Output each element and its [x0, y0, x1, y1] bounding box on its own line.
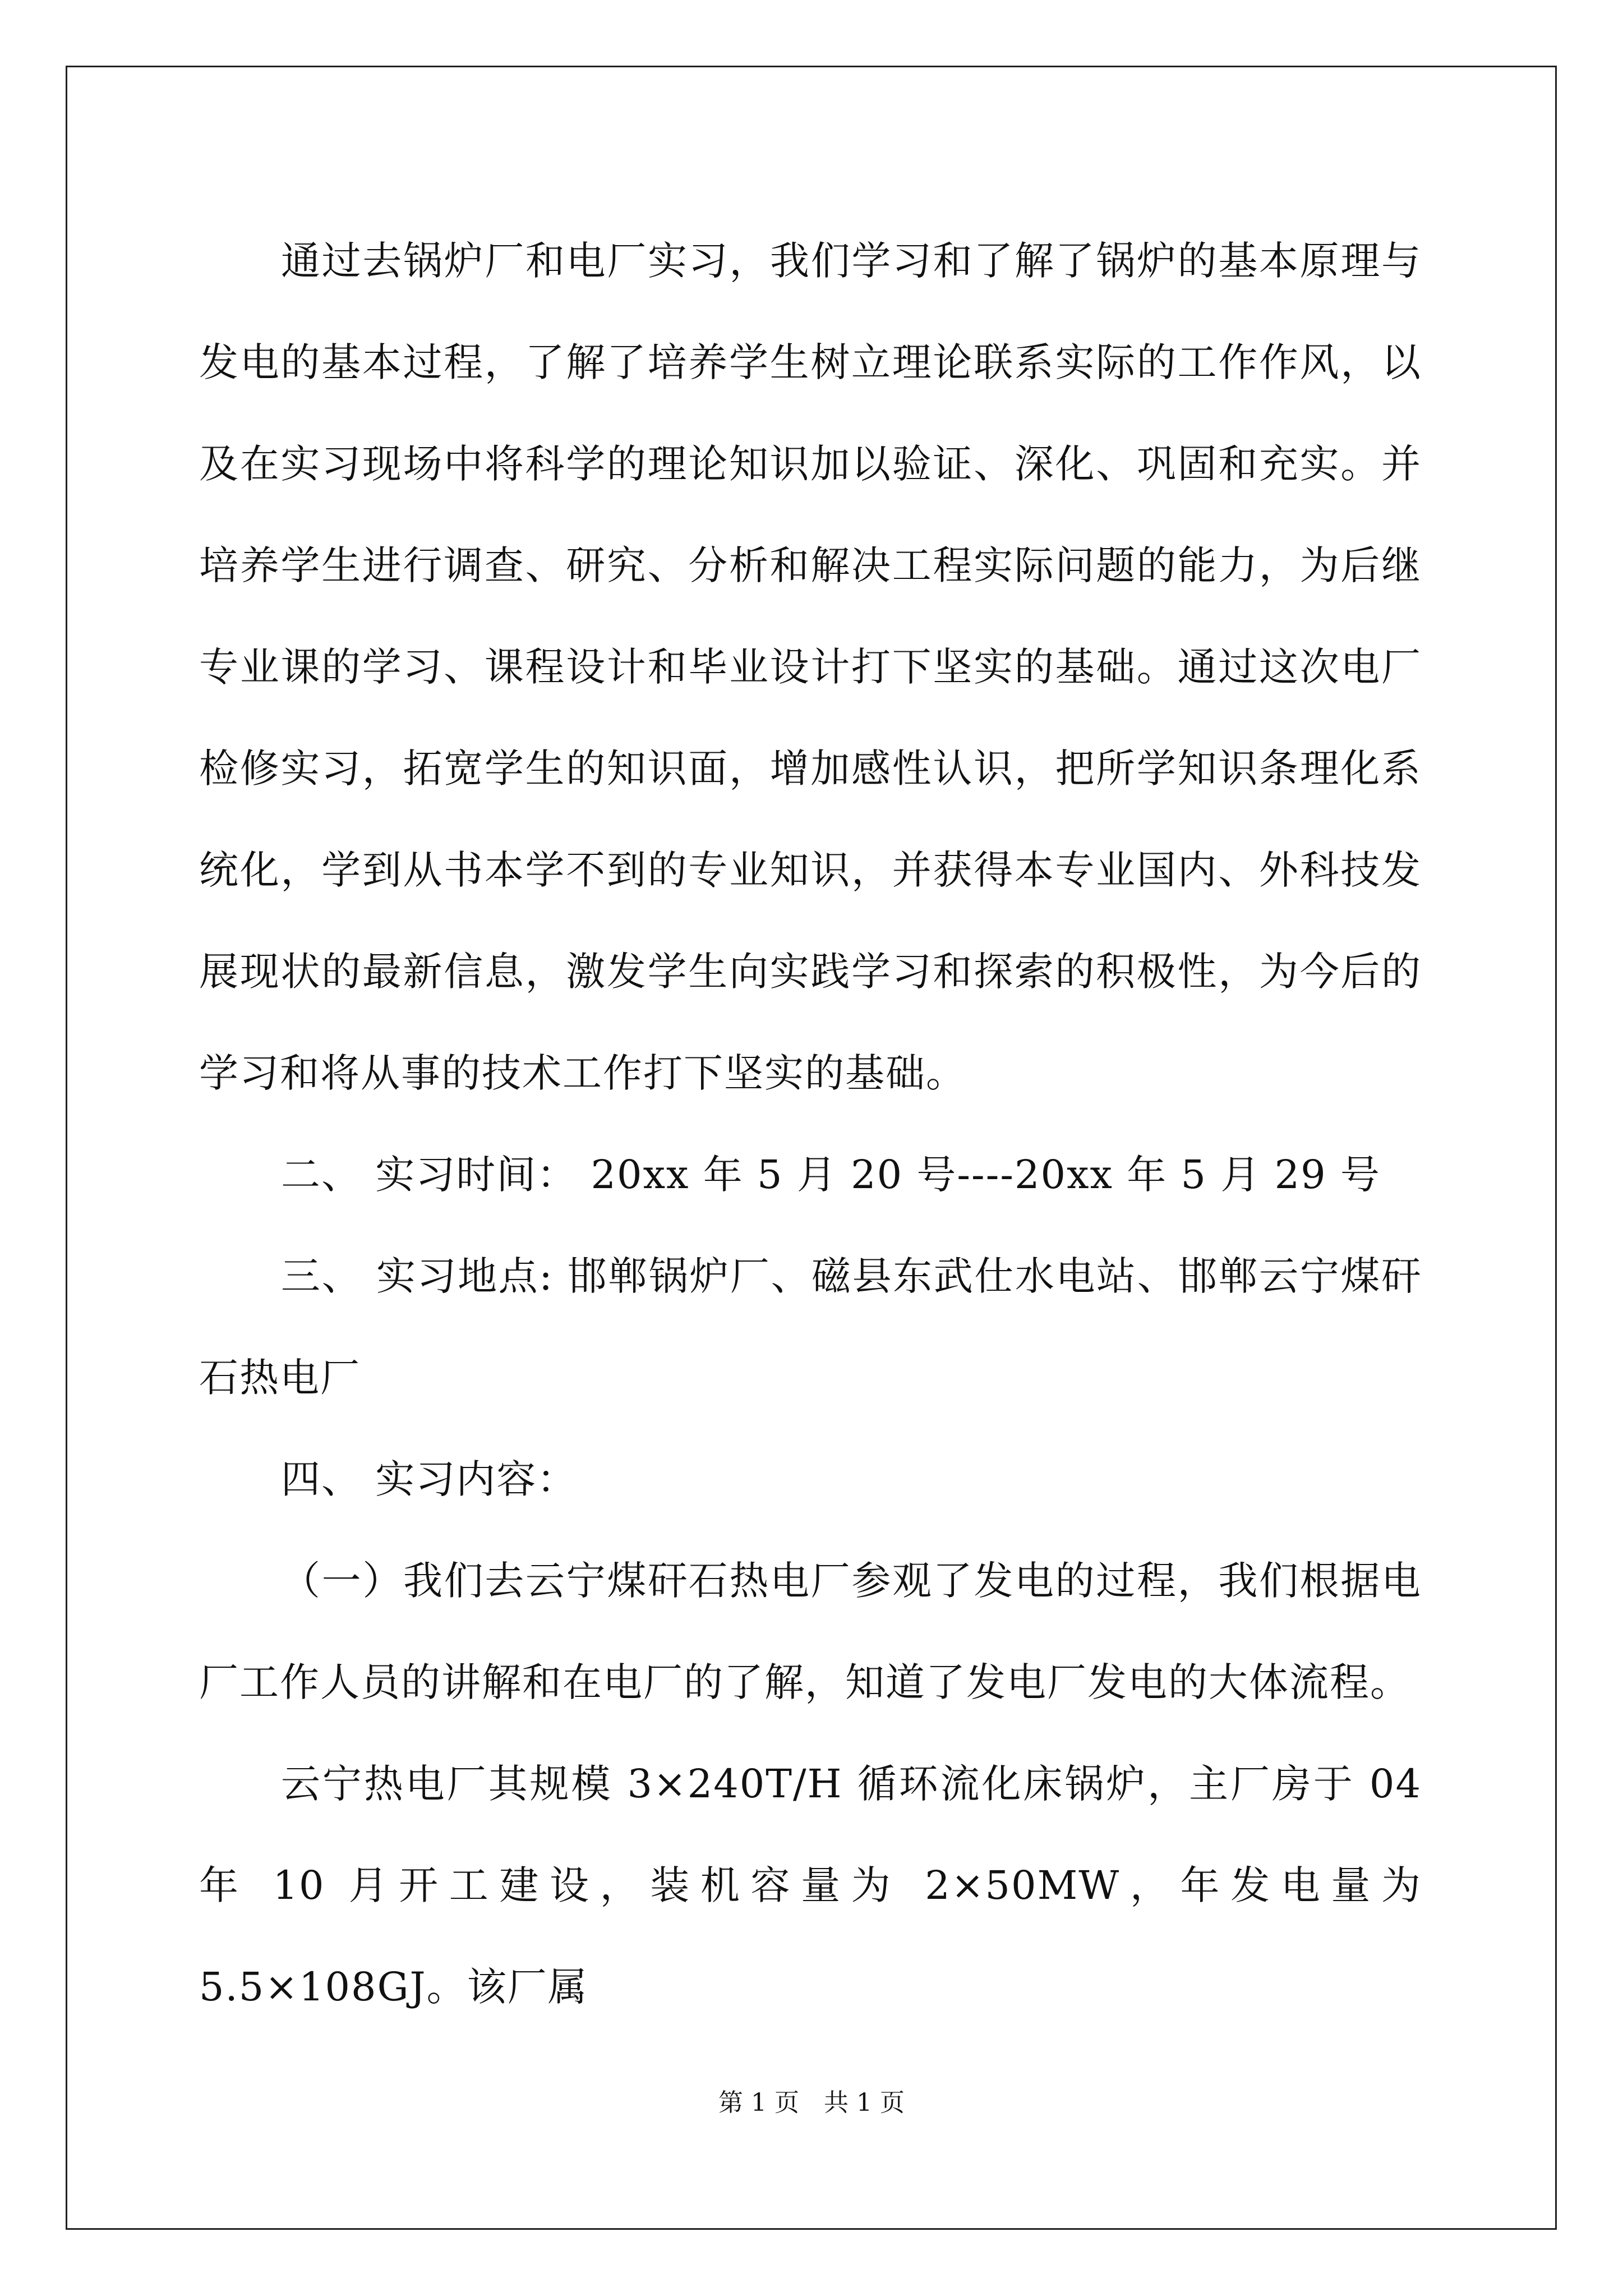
paragraph-internship-location: 三、 实习地点: 邯郸锅炉厂、磁县东武仕水电站、邯郸云宁煤矸石热电厂 [199, 1253, 1422, 1401]
paragraph-internship-content-heading: 四、 实习内容： [281, 1456, 578, 1502]
page-footer: 第 1 页 共 1 页 [718, 2088, 905, 2117]
document-body [199, 210, 1422, 2038]
paragraph-internship-time: 二、 实习时间： 20xx 年 5 月 20 号----20xx 年 5 月 29 号 [281, 1152, 1381, 1198]
paragraph-plant-scale: 云宁热电厂其规模 3×240T/H 循环流化床锅炉，主厂房于 04 年 10 月开工建设，装机容量为 2×50MW，年发电量为 5.5×108GJ。该厂属 [199, 1761, 1422, 2010]
paragraph-power-plant-visit: （一）我们去云宁煤矸石热电厂参观了发电的过程，我们根据电厂工作人员的讲解和在电厂的了解，知道了发电厂发电的大体流程。 [199, 1558, 1422, 1705]
paragraph-intro: 通过去锅炉厂和电厂实习，我们学习和了解了锅炉的基本原理与发电的基本过程，了解了培养学生树立理论联系实际的工作作风，以及在实习现场中将科学的理论知识加以验证、深化、巩固和充实。并培养学生进行调查、研究、分析和解决工程实际问题的能力，为后继专业课的学习、课程设计和毕业设计打下坚实的基础。通过这次电厂检修实习，拓宽学生的知识面，增加感性认识，把所学知识条理化系统化，学到从书本学不到的专业知识，并获得本专业国内、外科技发展现状的最新信息，激发学生向实践学习和探索的积极性，为今后的学习和将从事的技术工作打下坚实的基础。 [199, 238, 1422, 1096]
